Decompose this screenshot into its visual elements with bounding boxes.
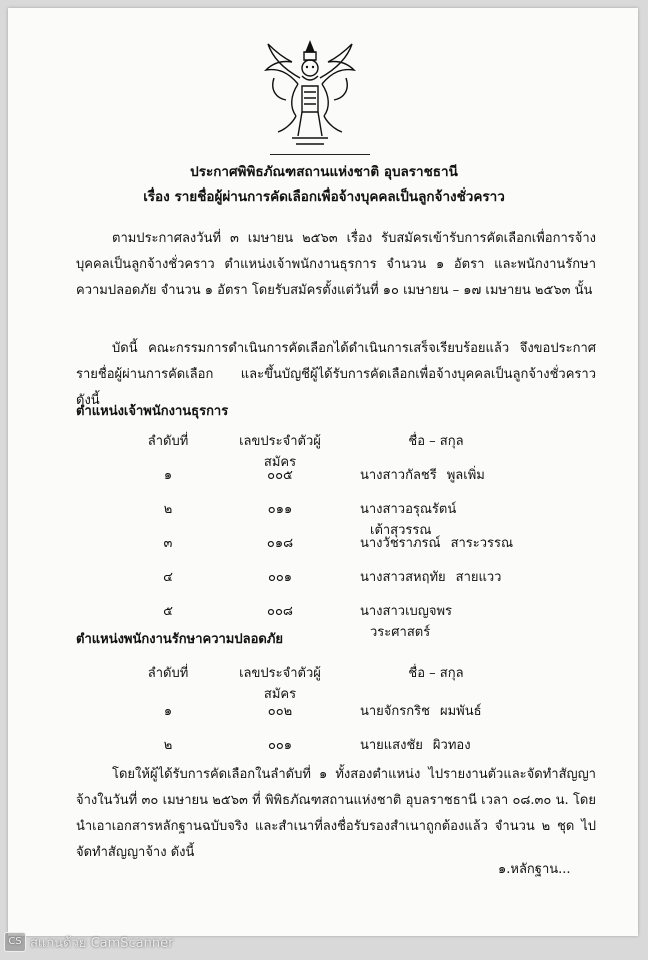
last-name: ผมพันธ์ bbox=[439, 704, 482, 719]
row-order: ๕ bbox=[163, 604, 173, 619]
paragraph1-text: ตามประกาศลงวันที่ ๓ เมษายน ๒๕๖๓ เรื่อง รับสมัครเข้ารับการคัดเลือกเพื่อการจ้างบุคคลเป็นลูกจ้างชั่วคราว ตำแหน่งเจ้าพนักงานธุรการ จำนวน ๑ อัตรา และพนักงานรักษาความปลอดภัย จำนวน ๑ อัตรา โดยรับสมัครตั้งแต่วันที่ ๑๐ เมษายน – ๑๗ เมษายน ๒๕๖๓ นั้น bbox=[76, 231, 596, 298]
row-order: ๒ bbox=[163, 502, 173, 517]
row-name bbox=[360, 532, 520, 553]
row-applicant-no: ๐๐๑ bbox=[267, 570, 293, 585]
document-title: ประกาศพิพิธภัณฑสถานแห่งชาติ อุบลราชธานี bbox=[190, 164, 458, 180]
row-order: ๑ bbox=[163, 468, 173, 483]
col-order-header: ลำดับที่ bbox=[147, 666, 189, 681]
table-row bbox=[0, 700, 648, 720]
table-header-row bbox=[0, 662, 648, 702]
row-order: ๔ bbox=[163, 570, 173, 585]
first-name: นายจักรกริช bbox=[360, 704, 430, 719]
table-row bbox=[0, 734, 648, 754]
row-name bbox=[360, 566, 520, 587]
row-order: ๑ bbox=[163, 704, 173, 719]
first-name: นายแสงชัย bbox=[360, 738, 423, 753]
watermark-text: สแกนด้วย CamScanner bbox=[30, 935, 174, 951]
section-heading-clerk: ตำแหน่งเจ้าพนักงานธุรการ bbox=[76, 404, 229, 419]
last-name: เต้าสุวรรณ bbox=[370, 523, 432, 538]
paragraph2-text: บัดนี้ คณะกรรมการดำเนินการคัดเลือกได้ดำเนินการเสร็จเรียบร้อยแล้ว จึงขอประกาศรายชื่อผู้ผ่านการคัดเลือก และขึ้นบัญชีผู้ได้รับการคัดเลือกเพื่อจ้างบุคคลเป็นลูกจ้างชั่วคราวดังนี้ bbox=[76, 341, 596, 408]
row-applicant-no: ๐๑๑ bbox=[267, 502, 293, 517]
camscanner-logo-icon: CS bbox=[4, 932, 26, 952]
table-row bbox=[0, 498, 648, 538]
last-name: พูลเพิ่ม bbox=[446, 468, 485, 483]
camscanner-watermark bbox=[4, 932, 173, 952]
last-name: ผิวทอง bbox=[432, 738, 471, 753]
col-name-header: ชื่อ – สกุล bbox=[408, 434, 464, 449]
last-name: วระศาสตร์ bbox=[370, 625, 431, 640]
first-name: นางสาวสหฤทัย bbox=[360, 570, 446, 585]
document-subject: เรื่อง รายชื่อผู้ผ่านการคัดเลือกเพื่อจ้างบุคคลเป็นลูกจ้างชั่วคราว bbox=[143, 189, 505, 205]
garuda-emblem-icon bbox=[262, 38, 358, 148]
row-applicant-no: ๐๐๕ bbox=[267, 468, 293, 483]
emblem-divider bbox=[270, 154, 370, 155]
first-name: นางวัชราภรณ์ bbox=[360, 536, 441, 551]
col-applicant-no-header: เลขประจำตัวผู้สมัคร bbox=[239, 666, 321, 702]
paragraph3-text: โดยให้ผู้ได้รับการคัดเลือกในลำดับที่ ๑ ทั้งสองตำแหน่ง ไปรายงานตัวและจัดทำสัญญาจ้างในวันที่ ๓๐ เมษายน ๒๕๖๓ ที่ พิพิธภัณฑสถานแห่งชาติ อุบลราชธานี เวลา ๐๘.๓๐ น. โดยนำเอาเอกสารหลักฐานฉบับจริง และสำเนาที่ลงชื่อรับรองสำเนาถูกต้องแล้ว จำนวน ๒ ชุด ไปจัดทำสัญญาจ้าง ดังนี้ bbox=[76, 767, 596, 860]
first-name: นางสาวเบญจพร bbox=[360, 604, 453, 619]
row-name bbox=[360, 734, 520, 755]
last-name: สายแวว bbox=[455, 570, 502, 585]
col-name-header: ชื่อ – สกุล bbox=[408, 666, 464, 681]
paragraph-reporting bbox=[76, 762, 596, 866]
row-applicant-no: ๐๐๑ bbox=[267, 738, 293, 753]
table-row bbox=[0, 566, 648, 586]
row-order: ๒ bbox=[163, 738, 173, 753]
continued-marker: ๑.หลักฐาน... bbox=[498, 862, 571, 877]
row-applicant-no: ๐๑๘ bbox=[266, 536, 294, 551]
table-header-row bbox=[0, 430, 648, 470]
col-order-header: ลำดับที่ bbox=[147, 434, 189, 449]
col-applicant-no-header: เลขประจำตัวผู้สมัคร bbox=[239, 434, 321, 470]
first-name: นางสาวกัลชรี bbox=[360, 468, 437, 483]
table-row bbox=[0, 464, 648, 484]
section-heading-security: ตำแหน่งพนักงานรักษาความปลอดภัย bbox=[76, 632, 284, 647]
row-name bbox=[360, 700, 520, 721]
row-applicant-no: ๐๐๘ bbox=[267, 604, 293, 619]
paragraph-announcement bbox=[76, 226, 596, 304]
first-name: นางสาวอรุณรัตน์ bbox=[360, 502, 457, 517]
table-row bbox=[0, 532, 648, 552]
row-name bbox=[360, 464, 520, 485]
row-name bbox=[360, 600, 520, 642]
last-name: สาระวรรณ bbox=[450, 536, 514, 551]
row-order: ๓ bbox=[163, 536, 173, 551]
row-applicant-no: ๐๐๒ bbox=[267, 704, 293, 719]
